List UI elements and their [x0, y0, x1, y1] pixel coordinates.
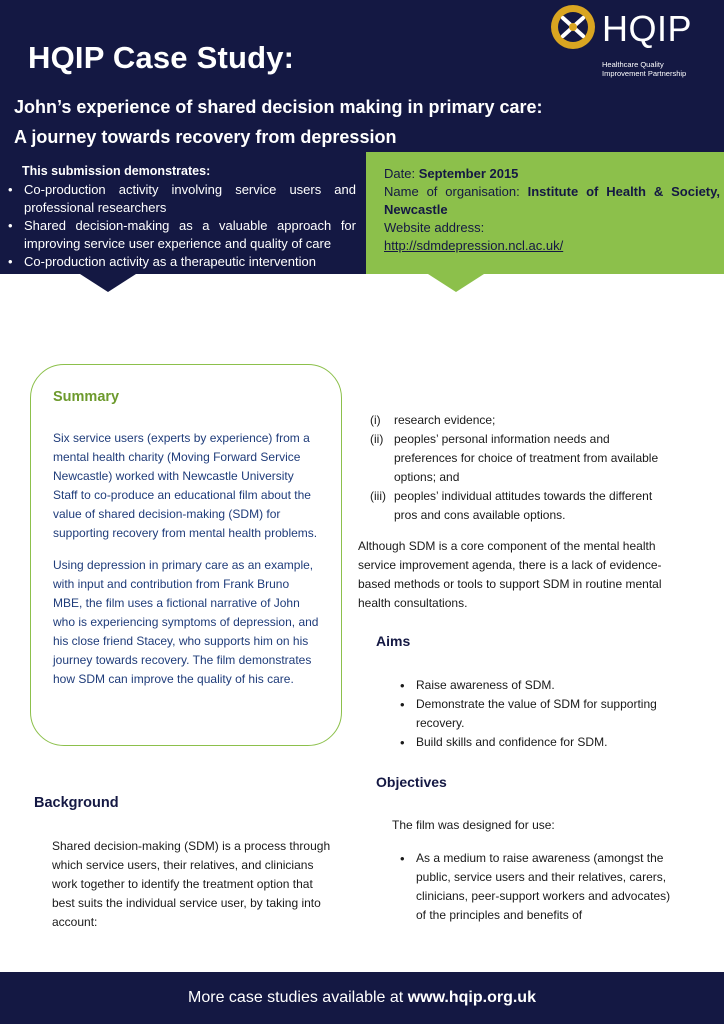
list-item: (i) research evidence;	[370, 413, 496, 427]
objectives-list	[398, 849, 680, 925]
hqip-logo-icon	[550, 4, 596, 50]
date-value: September 2015	[418, 166, 519, 181]
list-item: • Raise awareness of SDM.	[398, 676, 678, 695]
logo-text: HQIP	[602, 8, 693, 49]
header-banner	[0, 0, 724, 160]
footer-text: More case studies available at	[188, 989, 408, 1006]
subtitle-line2: A journey towards recovery from depression	[14, 127, 397, 147]
considerations-list	[370, 411, 676, 525]
info-box	[366, 152, 724, 274]
summary-title: Summary	[53, 389, 120, 405]
background-heading: Background	[34, 795, 119, 811]
website-label: Website address:	[384, 220, 485, 235]
page-title: HQIP Case Study:	[28, 40, 295, 75]
hqip-logo[interactable]	[548, 4, 698, 84]
demonstrates-list	[8, 181, 356, 271]
list-item: • Co-production activity as a therapeutic intervention	[8, 253, 356, 271]
logo-sub-line1: Healthcare Quality	[602, 60, 664, 69]
logo-subtitle	[602, 60, 702, 78]
aims-list	[398, 676, 678, 752]
summary-box	[30, 364, 342, 746]
list-item: • Build skills and confidence for SDM.	[398, 733, 678, 752]
background-text: Shared decision-making (SDM) is a process through which service users, their relatives, and clinicians work together to identify the treatment option that best suits the individual service user, by taking into account:	[52, 839, 331, 929]
logo-sub-line2: Improvement Partnership	[602, 69, 687, 78]
org-value: Institute of Health & Society, Newcastle	[384, 184, 721, 217]
objectives-block	[398, 849, 680, 925]
info-arrow	[428, 274, 484, 292]
subtitle-line1: John’s experience of shared decision making in primary care:	[14, 97, 543, 117]
date-label: Date:	[384, 166, 419, 181]
list-item: • Shared decision-making as a valuable approach for improving service user experience and quality of care	[8, 217, 356, 253]
org-line	[384, 183, 720, 219]
considerations-block	[370, 411, 676, 525]
aims-block	[398, 676, 678, 752]
demonstrates-arrow	[80, 274, 136, 292]
objectives-heading: Objectives	[376, 774, 447, 790]
list-item: • Co-production activity involving service users and professional researchers	[8, 181, 356, 217]
demonstrates-title: This submission demonstrates:	[22, 164, 211, 178]
org-label: Name of organisation:	[384, 184, 528, 199]
list-item: (ii) peoples’ personal information needs and preferences for choice of treatment from available options; and	[370, 432, 659, 484]
objectives-intro: The film was designed for use:	[392, 818, 555, 832]
list-item: • As a medium to raise awareness (amongst the public, service users and their relatives, carers, clinicians, peer-support workers and advocates) of the principles and benefits of	[398, 849, 680, 925]
summary-paragraph-2: Using depression in primary care as an example, with input and contribution from Frank Bruno MBE, the film uses a fictional narrative of John who is experiencing symptoms of depression, and his close friend Stacey, who supports him on his journey towards recovery. The film demonstrates how SDM can improve the quality of his care.	[53, 558, 319, 686]
aims-heading: Aims	[376, 633, 411, 649]
summary-paragraph-1: Six service users (experts by experience) from a mental health charity (Moving Forward Service Newcastle) worked with Newcastle University Staff to co-produce an educational film about the value of shared decision-making (SDM) for supporting recovery from mental health problems.	[53, 431, 318, 540]
list-item: (iii) peoples’ individual attitudes towards the different pros and cons available options.	[370, 489, 653, 522]
list-item: • Demonstrate the value of SDM for supporting recovery.	[398, 695, 678, 733]
sdm-gap-text: Although SDM is a core component of the mental health service improvement agenda, there is a lack of evidence-based methods or tools to support SDM in routine mental health consultations.	[358, 539, 662, 610]
demonstrates-box	[0, 152, 366, 274]
footer-banner	[0, 972, 724, 1024]
website-link[interactable]: http://sdmdepression.ncl.ac.uk/	[384, 238, 564, 253]
footer-link[interactable]: www.hqip.org.uk	[407, 989, 536, 1006]
date-line	[384, 165, 720, 183]
